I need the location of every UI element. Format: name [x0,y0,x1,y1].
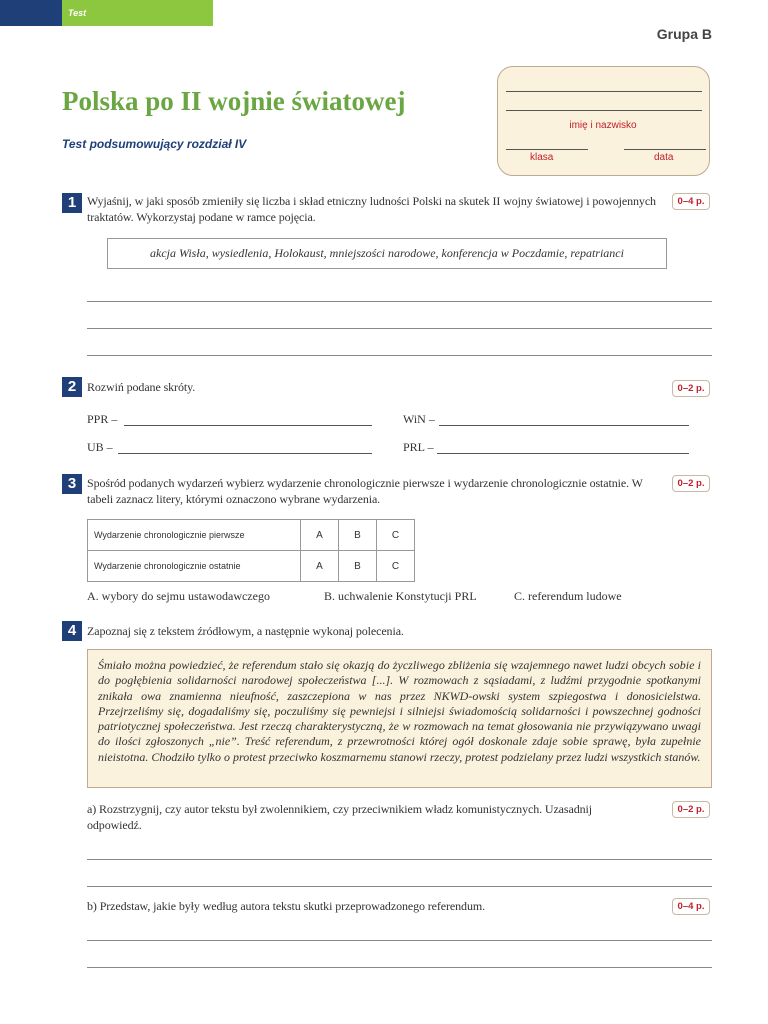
name-label: imię i nazwisko [569,120,637,131]
answer-line[interactable] [87,328,712,329]
option-b-last[interactable]: B [339,551,377,582]
abbr-win-line[interactable] [439,425,689,426]
question-1-text: Wyjaśnij, w jaki sposób zmieniły się liczba i skład etniczny ludności Polski na skutek II wojny światowej i powojennych traktatów. Wykorzystaj podane w ramce pojęcia. [87,194,656,224]
question-number-1: 1 [62,193,82,213]
option-c-first[interactable]: C [377,520,415,551]
date-label: data [654,152,674,163]
option-a-last[interactable]: A [301,551,339,582]
question-3-points: 0–2 p. [672,475,710,492]
answer-line[interactable] [87,967,712,968]
answer-line[interactable] [87,940,712,941]
events-table [87,519,415,582]
question-4a-points: 0–2 p. [672,801,710,818]
row-label-first: Wydarzenie chronologicznie pierwsze [88,520,301,551]
answer-line[interactable] [87,355,712,356]
name-line-2[interactable] [506,110,702,111]
header-label: Test [68,8,87,18]
name-line-1[interactable] [506,91,702,92]
question-4b-text: b) Przedstaw, jakie były według autora tekstu skutki przeprowadzonego referendum. [87,899,485,913]
page-subtitle: Test podsumowujący rozdział IV [62,137,247,151]
answer-line[interactable] [87,859,712,860]
class-line[interactable] [506,149,588,150]
option-b-first[interactable]: B [339,520,377,551]
abbr-prl-line[interactable] [437,453,689,454]
choice-a: A. wybory do sejmu ustawodawczego [87,589,270,603]
abbr-ub-line[interactable] [118,453,372,454]
question-3-text: Spośród podanych wydarzeń wybierz wydarzenie chronologicznie pierwsze i wydarzenie chronologicznie ostatnie. W tabeli zaznacz litery, którymi oznaczono wybrane wydarzenia. [87,476,643,506]
choice-c: C. referendum ludowe [514,589,622,603]
concepts-frame: akcja Wisła, wysiedlenia, Holokaust, mniejszości narodowe, konferencja w Poczdamie, repatrianci [107,238,667,269]
date-line[interactable] [624,149,706,150]
question-2-points: 0–2 p. [672,380,710,397]
row-label-last: Wydarzenie chronologicznie ostatnie [88,551,301,582]
class-label: klasa [530,152,554,163]
abbr-win-label: WiN – [403,412,435,426]
answer-line[interactable] [87,301,712,302]
question-number-4: 4 [62,621,82,641]
page-title: Polska po II wojnie światowej [62,86,406,116]
option-c-last[interactable]: C [377,551,415,582]
answer-line[interactable] [87,886,712,887]
question-4b-points: 0–4 p. [672,898,710,915]
option-a-first[interactable]: A [301,520,339,551]
abbr-ppr-line[interactable] [124,425,372,426]
table-row [88,551,415,582]
question-2-text: Rozwiń podane skróty. [87,380,196,394]
question-1-points: 0–4 p. [672,193,710,210]
abbr-ppr-label: PPR – [87,412,118,426]
group-label: Grupa B [656,26,712,42]
abbr-prl-label: PRL – [403,440,434,454]
student-info-box [497,66,710,176]
choice-b: B. uchwalenie Konstytucji PRL [324,589,477,603]
question-4a-text: a) Rozstrzygnij, czy autor tekstu był zwolennikiem, czy przeciwnikiem władz komunistycznych. Uzasadnij odpowiedź. [87,802,592,832]
question-4-text: Zapoznaj się z tekstem źródłowym, a następnie wykonaj polecenia. [87,624,404,638]
question-number-3: 3 [62,474,82,494]
abbr-ub-label: UB – [87,440,113,454]
question-number-2: 2 [62,377,82,397]
source-text-box: Śmiało można powiedzieć, że referendum stało się okazją do życzliwego zbliżenia się wzajemnego nawet ludzi obcych sobie i do pogłębienia solidarności narodowej społeczeństwa [...]. W rozmowach z sąsiadami, z ludźmi przygodnie spotkanymi znikała owa znamienna nieufność, zaszczepiona w nas przez NKWD-owski system szpiegostwa i donosicielstwa. Przejrzeliśmy się, dogadaliśmy się, poczuliśmy się pewniejsi i silniejsi świadomością solidarności i powszechnej godności patriotycznej społeczeństwa. Jest rzeczą charakterystyczną, że w rozmowach na temat głosowania nie przywiązywano uwagi do ilości zgłoszonych „nie”. Treść referendum, z przewrotności której ogół doskonale zdaje sobie sprawę, była zupełnie nieistotna. Chodziło tylko o protest przeciwko koszmarnemu stanowi rzeczy, protest podzielany przez ludzi wszystkich stanów. [87,649,712,788]
table-row [88,520,415,551]
